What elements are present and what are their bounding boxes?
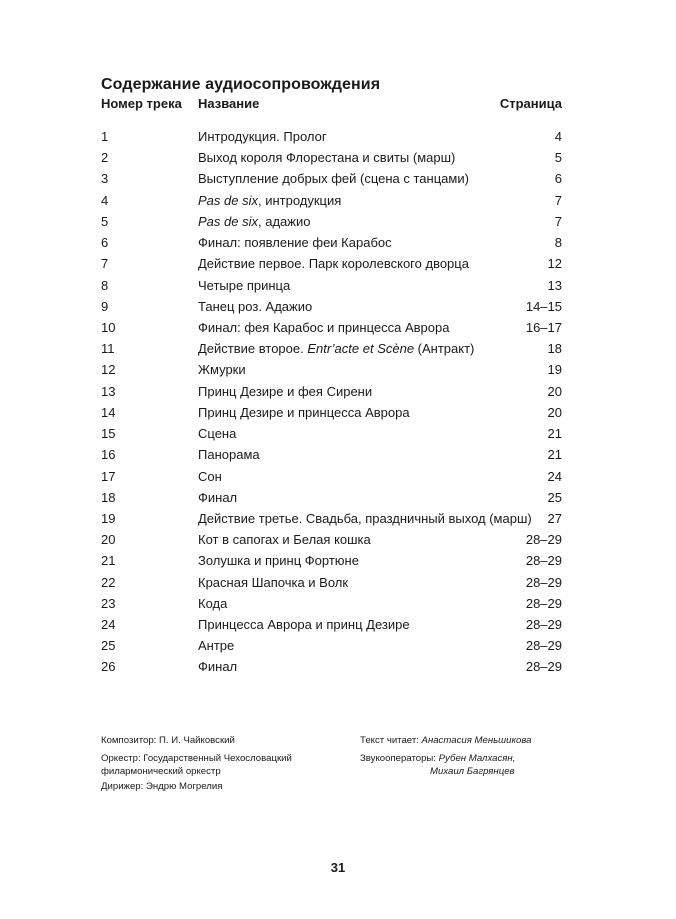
track-number: 7 xyxy=(101,256,109,272)
track-title-part: Действие первое. Парк королевского дворца xyxy=(198,256,469,272)
track-number: 18 xyxy=(101,489,116,505)
track-title-part: Pas de six xyxy=(198,213,258,229)
track-row xyxy=(101,383,562,404)
credit-reader xyxy=(360,734,531,747)
track-number: 11 xyxy=(101,341,115,357)
track-row xyxy=(101,404,562,425)
track-page: 28–29 xyxy=(525,553,562,569)
credit-composer xyxy=(101,734,235,747)
track-page: 19 xyxy=(547,362,562,378)
track-title xyxy=(198,255,469,273)
track-title-part: Принц Дезире и фея Сирени xyxy=(198,383,373,399)
track-title xyxy=(198,170,469,188)
track-title-part: Pas de six xyxy=(198,192,258,208)
track-row xyxy=(101,192,562,213)
track-title xyxy=(198,340,474,358)
track-title-part: Финал: фея Карабос и принцесса Аврора xyxy=(198,319,450,335)
credit-sound-engineer-2 xyxy=(430,765,515,778)
track-row xyxy=(101,510,562,531)
track-title-part: , интродукция xyxy=(257,192,342,208)
track-title xyxy=(198,510,532,528)
track-title-part: Жмурки xyxy=(198,362,246,378)
track-title xyxy=(198,192,341,210)
track-page: 6 xyxy=(554,171,562,187)
composer-label: Композитор: xyxy=(101,735,159,746)
track-number: 6 xyxy=(101,235,109,251)
track-title-part: Финал xyxy=(198,659,238,675)
track-row xyxy=(101,298,562,319)
track-number: 13 xyxy=(101,383,116,399)
track-page: 24 xyxy=(547,468,562,484)
table-header xyxy=(101,96,562,114)
track-row xyxy=(101,340,562,361)
track-page: 13 xyxy=(547,277,562,293)
orchestra-label: Оркестр: xyxy=(101,753,144,764)
track-title xyxy=(198,658,237,676)
track-row xyxy=(101,489,562,510)
track-title xyxy=(198,361,246,379)
sound-label: Звукооператоры: xyxy=(360,753,439,764)
track-page: 21 xyxy=(547,447,562,463)
track-title-part: Антре xyxy=(198,638,235,654)
track-number: 2 xyxy=(101,150,109,166)
credit-conductor xyxy=(101,780,222,793)
track-title xyxy=(198,383,372,401)
track-title-part: Финал xyxy=(198,489,238,505)
track-title-part: Принц Дезире и принцесса Аврора xyxy=(198,404,410,420)
track-page: 5 xyxy=(554,150,562,166)
track-number: 25 xyxy=(101,638,116,654)
track-row xyxy=(101,277,562,298)
track-title xyxy=(198,213,310,231)
track-page: 28–29 xyxy=(525,595,562,611)
track-page: 20 xyxy=(547,404,562,420)
track-row xyxy=(101,595,562,616)
page-title: Содержание аудиосопровождения xyxy=(101,76,381,93)
page-number: 31 xyxy=(330,860,346,875)
track-row xyxy=(101,468,562,489)
credit-orchestra xyxy=(101,752,331,778)
track-title xyxy=(198,616,410,634)
track-title-part: Сон xyxy=(198,468,222,484)
track-row xyxy=(101,531,562,552)
track-row xyxy=(101,170,562,191)
track-title-part: Кот в сапогах и Белая кошка xyxy=(198,532,371,548)
sound-engineer-2: Михаил Багрянцев xyxy=(430,766,515,777)
track-title xyxy=(198,468,222,486)
track-row xyxy=(101,425,562,446)
track-page: 18 xyxy=(547,341,562,357)
track-row xyxy=(101,319,562,340)
track-page: 20 xyxy=(547,383,562,399)
track-title-part: Entr’acte et Scène xyxy=(307,341,415,357)
credit-sound-engineers xyxy=(360,752,515,765)
header-title: Название xyxy=(198,96,260,111)
track-title-part: Золушка и принц Фортюне xyxy=(198,553,359,569)
track-title-part: Принцесса Аврора и принц Дезире xyxy=(198,617,410,633)
track-number: 20 xyxy=(101,532,116,548)
track-page: 12 xyxy=(547,256,562,272)
track-title xyxy=(198,552,359,570)
track-number: 23 xyxy=(101,595,116,611)
orchestra-value: Государственный Чехословацкий филармонический оркестр xyxy=(101,753,292,777)
track-page: 8 xyxy=(554,235,562,251)
track-title-part: Действие третье. Свадьба, праздничный выход (марш) xyxy=(198,510,532,526)
track-title xyxy=(198,319,449,337)
track-title xyxy=(198,298,312,316)
track-number: 9 xyxy=(101,298,109,314)
track-title-part: (Антракт) xyxy=(414,341,475,357)
track-page: 28–29 xyxy=(525,638,562,654)
track-page: 7 xyxy=(554,192,562,208)
track-number: 24 xyxy=(101,617,116,633)
track-title xyxy=(198,531,371,549)
conductor-value: Эндрю Могрелия xyxy=(145,781,223,792)
track-row xyxy=(101,616,562,637)
track-page: 28–29 xyxy=(525,574,562,590)
track-title xyxy=(198,489,237,507)
track-page: 4 xyxy=(554,129,562,144)
track-row xyxy=(101,658,562,679)
track-title-part: Финал: появление феи Карабос xyxy=(198,235,392,251)
track-title-part: , адажио xyxy=(257,213,311,229)
track-title xyxy=(198,234,392,252)
track-number: 1 xyxy=(101,129,109,144)
track-title xyxy=(198,446,260,464)
track-title-part: Выход короля Флорестана и свиты (марш) xyxy=(198,150,456,166)
track-page: 16–17 xyxy=(525,319,562,335)
track-title-part: Кода xyxy=(198,595,228,611)
track-row xyxy=(101,213,562,234)
track-page: 21 xyxy=(547,426,562,442)
track-number: 10 xyxy=(101,319,116,335)
header-track-number: Номер трека xyxy=(101,96,182,111)
track-row xyxy=(101,361,562,382)
track-number: 4 xyxy=(101,192,109,208)
track-title xyxy=(198,425,236,443)
track-title-part: Выступление добрых фей (сцена с танцами) xyxy=(198,171,469,187)
track-number: 16 xyxy=(101,447,116,463)
track-number: 22 xyxy=(101,574,116,590)
track-number: 19 xyxy=(101,510,116,526)
track-row xyxy=(101,128,562,149)
reader-value: Анастасия Меньшикова xyxy=(421,735,532,746)
track-title-part: Интродукция. Пролог xyxy=(198,129,327,144)
track-number: 12 xyxy=(101,362,116,378)
track-number: 5 xyxy=(101,213,109,229)
track-row xyxy=(101,149,562,170)
header-page: Страница xyxy=(499,96,562,111)
track-page: 25 xyxy=(547,489,562,505)
track-page: 28–29 xyxy=(525,532,562,548)
track-title-part: Действие второе. xyxy=(198,341,308,357)
conductor-label: Дирижер: xyxy=(101,781,146,792)
track-title xyxy=(198,277,290,295)
track-number: 8 xyxy=(101,277,109,293)
track-title-part: Сцена xyxy=(198,426,237,442)
track-number: 14 xyxy=(101,404,116,420)
track-number: 15 xyxy=(101,426,116,442)
track-title-part: Красная Шапочка и Волк xyxy=(198,574,349,590)
reader-label: Текст читает: xyxy=(360,735,422,746)
track-title-part: Четыре принца xyxy=(198,277,291,293)
track-page: 28–29 xyxy=(525,617,562,633)
track-page: 14–15 xyxy=(525,298,562,314)
track-title xyxy=(198,595,227,613)
track-row xyxy=(101,574,562,595)
track-row xyxy=(101,255,562,276)
track-title xyxy=(198,128,327,146)
track-title xyxy=(198,149,455,167)
track-number: 26 xyxy=(101,659,116,675)
track-row xyxy=(101,234,562,255)
track-title xyxy=(198,404,410,422)
track-page: 7 xyxy=(554,213,562,229)
track-page: 27 xyxy=(547,510,562,526)
track-title-part: Танец роз. Адажио xyxy=(198,298,313,314)
track-page: 28–29 xyxy=(525,659,562,675)
sound-engineer-1: Рубен Малхасян, xyxy=(438,753,516,764)
track-number: 21 xyxy=(101,553,116,569)
track-number: 3 xyxy=(101,171,109,187)
track-row xyxy=(101,637,562,658)
track-title xyxy=(198,574,348,592)
track-title-part: Панорама xyxy=(198,447,260,463)
track-row xyxy=(101,446,562,467)
track-number: 17 xyxy=(101,468,116,484)
composer-value: П. И. Чайковский xyxy=(159,735,235,746)
track-row xyxy=(101,552,562,573)
track-list xyxy=(101,128,562,680)
track-title xyxy=(198,637,234,655)
